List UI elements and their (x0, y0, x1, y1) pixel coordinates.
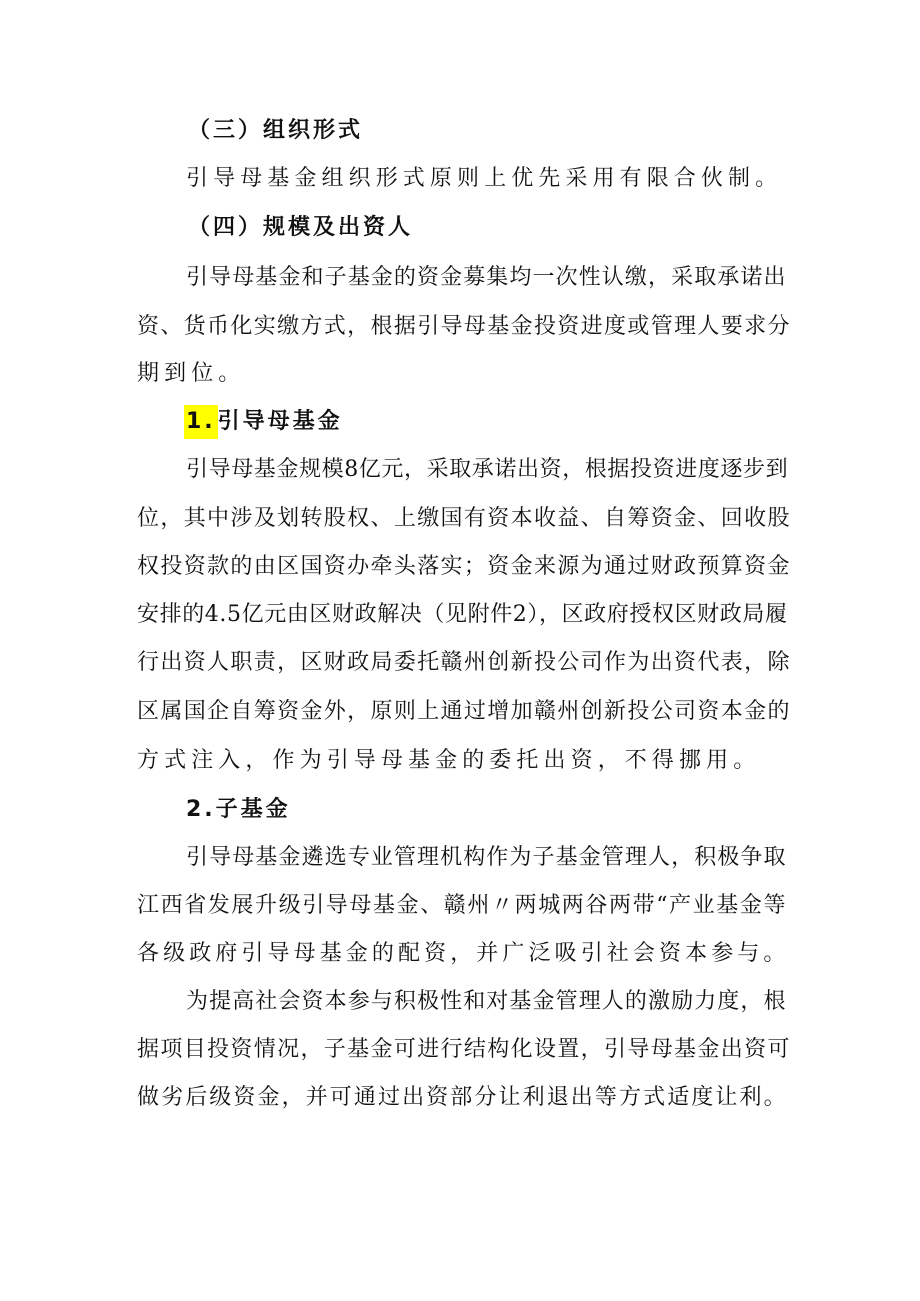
highlighted-number: 1. (184, 405, 218, 439)
paragraph-line (0, 882, 920, 930)
item-heading-sub-fund (0, 786, 920, 834)
paragraph-line (0, 834, 920, 882)
line-text: 资、货币化实缴方式，根据引导母基金投资进度或管理人要求分 (137, 314, 791, 339)
line-text: 引导母基金和子基金的资金募集均一次性认缴，采取承诺出 (186, 265, 787, 290)
line-text: 期到位。 (137, 361, 246, 386)
line-text: 引导母基金遴选专业管理机构作为子基金管理人，积极争取 (186, 845, 787, 870)
line-text: 做劣后级资金，并可通过出资部分让利退出等方式适度让利。 (137, 1085, 788, 1110)
paragraph-line (0, 591, 920, 639)
line-text: 位，其中涉及划转股权、上缴国有资本收益、自筹资金、回收股 (137, 506, 791, 531)
line-text: 行出资人职责，区财政局委托赣州创新投公司作为出资代表，除 (137, 650, 791, 675)
paragraph-line (0, 930, 920, 978)
section-heading-organization-form (0, 107, 920, 155)
paragraph-line (0, 303, 920, 351)
paragraph-line (0, 639, 920, 687)
paragraph-line (0, 978, 920, 1026)
line-text: 引导母基金规模8亿元，采取承诺出资，根据投资进度逐步到 (186, 457, 789, 482)
paragraph-line (0, 1074, 920, 1122)
line-text: 为提高社会资本参与积极性和对基金管理人的激励力度，根 (186, 989, 787, 1014)
paragraph-line (0, 737, 920, 785)
line-text: 方式注入，作为引导母基金的委托出资，不得挪用。 (137, 748, 761, 773)
paragraph-line (0, 350, 920, 398)
item-heading-guidance-fund (0, 398, 920, 446)
paragraph-line (0, 155, 920, 203)
line-text: 权投资款的由区国资办牵头落实；资金来源为通过财政预算资金 (137, 554, 791, 579)
paragraph-line (0, 446, 920, 494)
paragraph-line (0, 543, 920, 591)
line-text: 江西省发展升级引导母基金、赣州〃两城两谷两带“产业基金等 (137, 893, 788, 918)
line-text: 各级政府引导母基金的配资，并广泛吸引社会资本参与。 (137, 941, 790, 966)
heading-text: 引导母基金 (217, 409, 343, 434)
line-text: 区属国企自筹资金外，原则上通过增加赣州创新投公司资本金的 (137, 699, 791, 724)
heading-text: 2.子基金 (186, 797, 291, 822)
paragraph-line (0, 254, 920, 302)
paragraph-line (0, 1026, 920, 1074)
line-text: 引导母基金组织形式原则上优先采用有限合伙制。 (186, 166, 783, 191)
paragraph-line (0, 688, 920, 736)
heading-text: （三）组织形式 (188, 118, 364, 143)
line-text: 安排的4.5亿元由区财政解决（见附件2），区政府授权区财政局履 (137, 602, 788, 627)
paragraph-line (0, 495, 920, 543)
section-heading-scale-and-investors (0, 204, 920, 252)
item-heading-content (184, 398, 343, 446)
heading-text: （四）规模及出资人 (188, 215, 414, 240)
line-text: 据项目投资情况，子基金可进行结构化设置，引导母基金出资可 (137, 1037, 791, 1062)
